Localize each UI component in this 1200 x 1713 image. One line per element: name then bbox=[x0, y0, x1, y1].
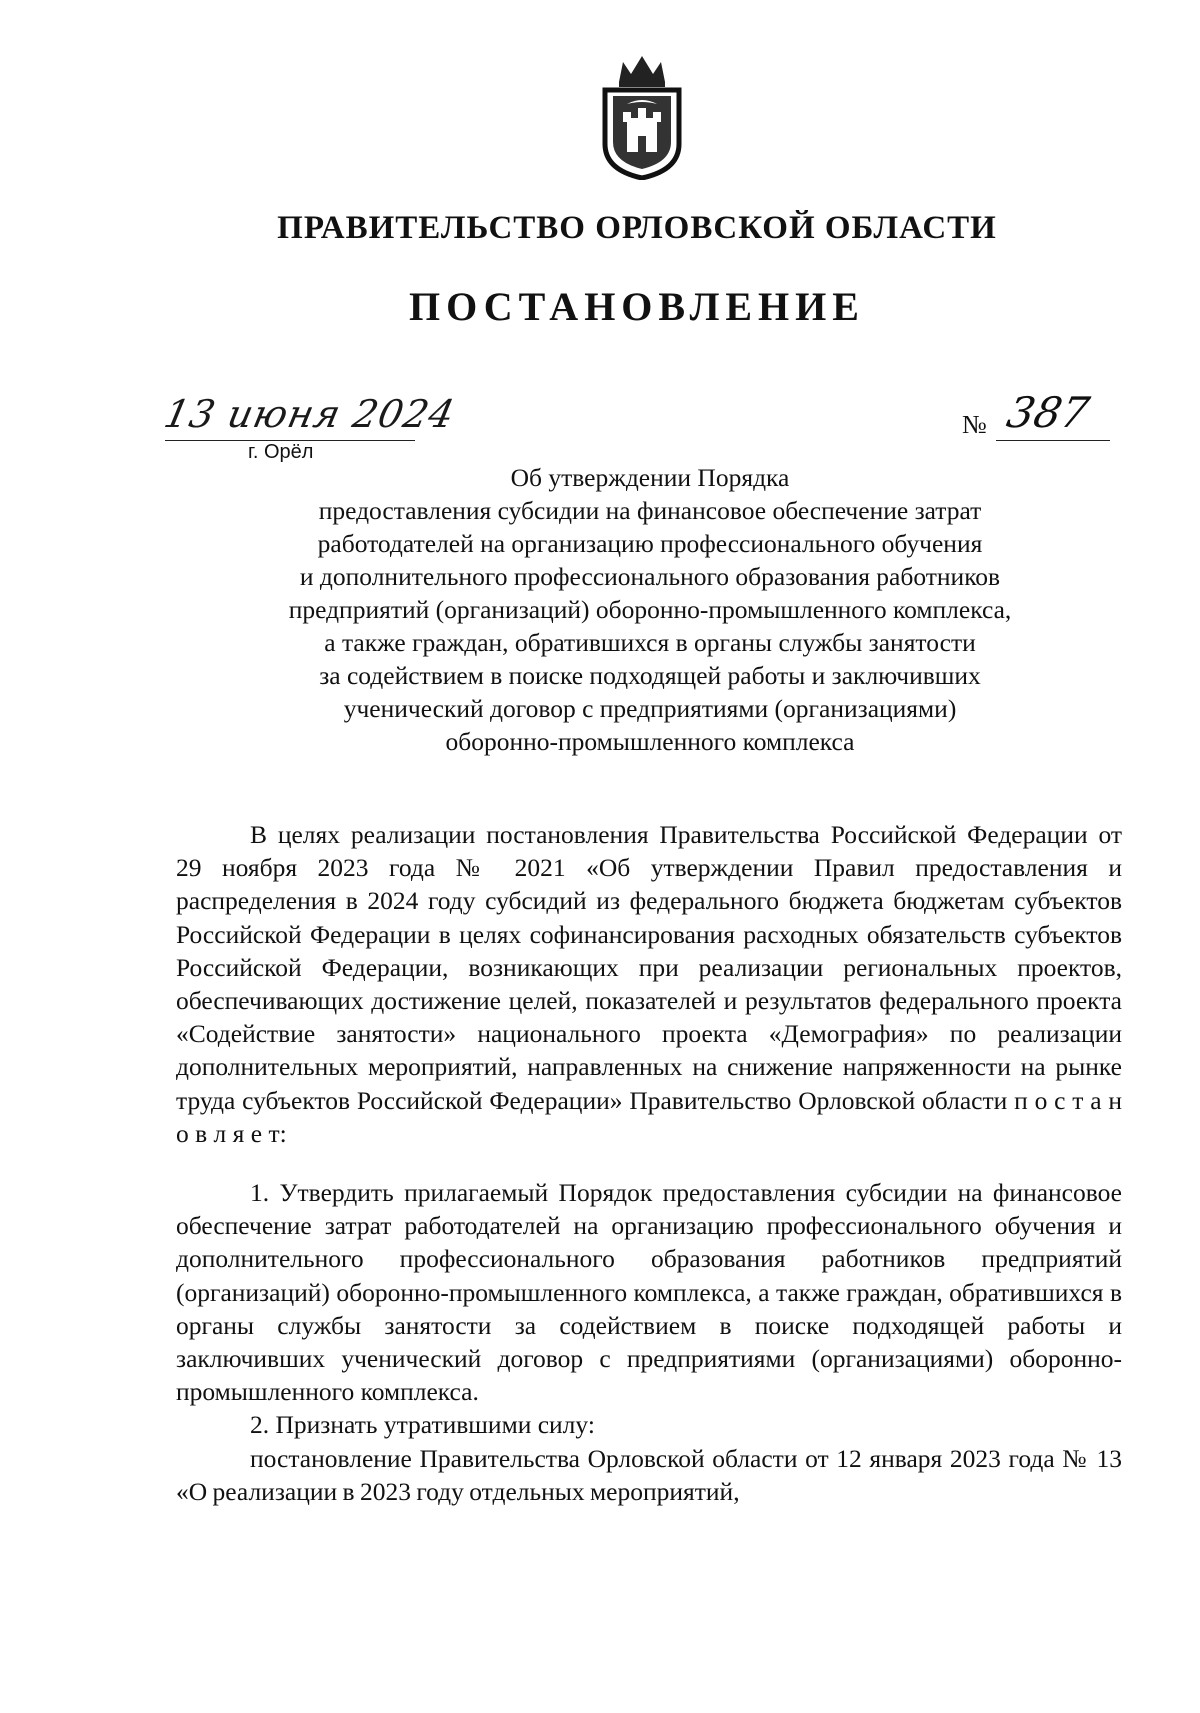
number-underline bbox=[996, 440, 1110, 441]
document-title bbox=[175, 461, 1125, 758]
document-city: г. Орёл bbox=[248, 441, 314, 463]
document-number: 387 bbox=[1002, 388, 1094, 437]
title-line: Об утверждении Порядка bbox=[510, 463, 790, 492]
item-2-paragraph: 2. Признать утратившими силу: bbox=[250, 1410, 595, 1440]
coat-of-arms-icon bbox=[597, 52, 687, 180]
title-line: за содействием в поиске подходящей работы и заключивших bbox=[319, 661, 981, 690]
title-line: а также граждан, обратившихся в органы службы занятости bbox=[324, 628, 976, 657]
item-2-text: постановление Правительства Орловской области от 12 января 2023 года № 13 «О реализации в 2023 году отдельных мероприятий, bbox=[176, 1443, 1122, 1506]
resolves-word: п о с т а н о в л я е т: bbox=[176, 1085, 1123, 1148]
title-line: оборонно-промышленного комплекса bbox=[445, 727, 855, 756]
preamble-end: Правительство Орловской области bbox=[629, 1085, 1008, 1115]
preamble-text: В целях реализации постановления Правительства Российской Федерации от 29 ноября 2023 года № 2021 «Об утверждении Правил предоставления и распределения в 2024 году субсидий из федерального бюджета бюджетам субъектов Российской Федерации в целях софинансирования расходных обязательств субъектов Российской Федерации, возникающих при реализации региональных проектов, обеспечивающих достижение целей, показателей и результатов федерального проекта «Содействие занятости» национального проекта «Демография» по реализации дополнительных мероприятий, направленных на снижение напряженности на рынке труда субъектов Российской Федерации» bbox=[176, 820, 1122, 1115]
organization-name: ПРАВИТЕЛЬСТВО ОРЛОВСКОЙ ОБЛАСТИ bbox=[277, 210, 997, 246]
item-1-paragraph: 1. Утвердить прилагаемый Порядок предоставления субсидии на финансовое обеспечение затрат работодателей на организацию профессионального обучения и дополнительного профессионального образования работников предприятий (организаций) оборонно-промышленного комплекса, а также граждан, обратившихся в органы службы занятости за содействием в поиске подходящей работы и заключивших ученический договор с предприятиями (организациями) оборонно-промышленного комплекса. bbox=[176, 1178, 1122, 1407]
title-line: предприятий (организаций) оборонно-промышленного комплекса, bbox=[288, 595, 1012, 624]
number-label: № bbox=[962, 410, 987, 439]
preamble-paragraph bbox=[176, 818, 1122, 1150]
title-line: ученический договор с предприятиями (организациями) bbox=[343, 694, 957, 723]
document-date: 13 июня 2024 bbox=[160, 392, 460, 436]
title-line: предоставления субсидии на финансовое обеспечение затрат bbox=[318, 496, 982, 525]
document-body bbox=[176, 818, 1122, 1508]
title-line: и дополнительного профессионального образования работников bbox=[299, 562, 1001, 591]
document-type: ПОСТАНОВЛЕНИЕ bbox=[409, 284, 865, 329]
title-line: работодателей на организацию профессионального обучения bbox=[317, 529, 983, 558]
